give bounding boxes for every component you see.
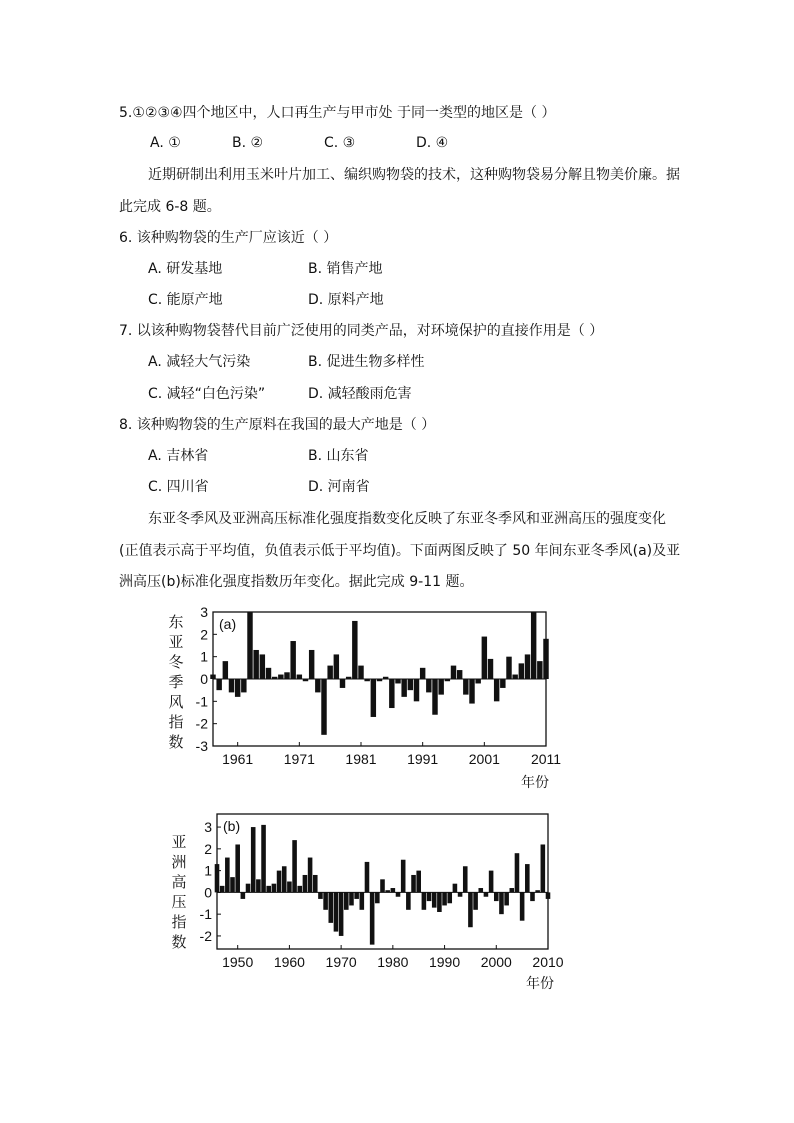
x-tick-label: 1961	[222, 751, 254, 767]
chart-b-ylabel: 亚洲高压指数	[171, 833, 187, 951]
bar	[488, 659, 493, 679]
x-tick-label: 1980	[377, 954, 409, 970]
bar	[458, 892, 463, 896]
x-tick-label: 1981	[345, 751, 377, 767]
bar	[510, 888, 515, 892]
bar	[339, 892, 344, 936]
bar	[297, 886, 302, 893]
bar	[401, 679, 406, 697]
y-tick-label: 1	[200, 648, 208, 665]
bar	[344, 892, 349, 909]
bar	[383, 677, 388, 679]
bar	[506, 657, 511, 679]
bar	[308, 858, 313, 893]
bar	[247, 612, 252, 679]
bar	[535, 890, 540, 892]
bar	[277, 871, 282, 893]
chart-b-xlabel: 年份	[526, 976, 554, 992]
bar	[220, 886, 225, 893]
bar	[251, 827, 256, 892]
chart-a-xlabel: 年份	[521, 775, 549, 791]
bar	[297, 675, 302, 679]
y-tick-label: -3	[195, 738, 208, 754]
q7-option-a: A. 减轻大气污染	[148, 354, 251, 370]
bar	[512, 675, 517, 679]
y-tick-label: 2	[204, 840, 212, 857]
bar	[438, 679, 443, 695]
bar	[375, 892, 380, 903]
q7-option-d: D. 减轻酸雨危害	[308, 386, 412, 402]
bar	[445, 679, 450, 681]
x-tick-label: 2000	[480, 954, 512, 970]
bar	[272, 884, 277, 893]
bar	[385, 890, 390, 892]
bar	[515, 853, 520, 892]
bar	[303, 679, 308, 681]
bar	[432, 892, 437, 907]
bar	[253, 650, 258, 679]
bar	[364, 679, 369, 681]
bar	[420, 668, 425, 679]
y-tick-label: -2	[199, 927, 212, 944]
bar	[346, 677, 351, 679]
q5-option-c: C. ③	[324, 135, 356, 151]
bar	[391, 888, 396, 892]
bar	[411, 875, 416, 892]
bar	[278, 675, 283, 679]
bar	[290, 641, 295, 679]
bar	[256, 879, 261, 892]
intro-paragraph-2-line-3: 洲高压(b)标准化强度指数历年变化。据此完成 9-11 题。	[119, 574, 474, 590]
bar	[309, 650, 314, 679]
q8-option-b: B. 山东省	[308, 448, 369, 464]
bar	[525, 864, 530, 892]
bar	[504, 892, 509, 905]
bar	[537, 661, 542, 679]
bar	[230, 877, 235, 892]
y-tick-label: -2	[195, 715, 208, 732]
bar	[401, 860, 406, 893]
bar	[531, 612, 536, 679]
bar	[541, 844, 546, 892]
bar	[389, 679, 394, 708]
q7-option-c: C. 减轻“白色污染”	[148, 386, 266, 402]
bar	[210, 675, 215, 679]
bar	[519, 663, 524, 679]
bar	[525, 654, 530, 679]
bar	[340, 679, 345, 688]
bar	[266, 886, 271, 893]
intro-paragraph-1-line-2: 此完成 6-8 题。	[119, 199, 221, 215]
q8-option-d: D. 河南省	[308, 479, 370, 495]
intro-paragraph-1-line-1: 近期研制出利用玉米叶片加工、编织购物袋的技术，这种购物袋易分解且物美价廉。据	[148, 167, 680, 183]
bar	[406, 892, 411, 909]
bar	[266, 668, 271, 679]
question-7-stem: 7. 以该种购物袋替代目前广泛使用的同类产品，对环境保护的直接作用是（ ）	[119, 323, 604, 339]
chart-a	[190, 600, 590, 790]
bar	[229, 679, 234, 692]
chart-b	[190, 805, 590, 995]
q6-option-b: B. 销售产地	[308, 261, 383, 277]
bar	[377, 679, 382, 681]
bar	[427, 892, 432, 901]
bar	[360, 892, 365, 909]
bar	[334, 892, 339, 931]
bar	[321, 679, 326, 735]
q5-option-a: A. ①	[150, 135, 181, 151]
question-6-stem: 6. 该种购物袋的生产厂应该近（ ）	[119, 230, 338, 246]
bar	[287, 882, 292, 893]
bar	[241, 679, 246, 692]
bar	[475, 679, 480, 683]
bar	[223, 661, 228, 679]
bar	[313, 875, 318, 892]
bar	[380, 879, 385, 892]
q5-option-b: B. ②	[232, 135, 264, 151]
bar	[520, 892, 525, 920]
q6-option-c: C. 能原产地	[148, 292, 223, 308]
x-tick-label: 1960	[273, 954, 305, 970]
x-tick-label: 1990	[428, 954, 461, 970]
bar	[318, 892, 323, 899]
bar	[478, 888, 483, 892]
bar	[215, 864, 220, 892]
bar	[260, 654, 265, 679]
bar	[395, 679, 400, 683]
bar	[489, 871, 494, 893]
x-tick-label: 1991	[407, 751, 439, 767]
bar	[352, 621, 357, 679]
panel-label: (b)	[223, 818, 241, 834]
x-tick-label: 1971	[283, 751, 315, 767]
bar	[371, 679, 376, 717]
bar	[282, 866, 287, 892]
bar	[328, 892, 333, 922]
bar	[432, 679, 437, 715]
bar	[261, 825, 266, 893]
bar	[499, 892, 504, 914]
bar	[482, 637, 487, 679]
y-tick-label: -1	[199, 906, 212, 923]
bar	[334, 654, 339, 679]
chart-a-ylabel: 东亚冬季风指数	[168, 613, 184, 751]
y-tick-label: 1	[204, 862, 212, 879]
question-5-stem: 5.①②③④四个地区中，人口再生产与甲市处 于同一类型的地区是（ ）	[119, 105, 556, 121]
bar	[426, 679, 431, 692]
bar	[292, 840, 297, 892]
x-tick-label: 2011	[530, 751, 562, 767]
bar	[473, 892, 478, 909]
bar	[225, 858, 230, 893]
bar	[408, 679, 413, 690]
bar	[447, 892, 452, 903]
panel-label: (a)	[219, 616, 237, 632]
x-tick-label: 2010	[532, 954, 564, 970]
bar	[235, 844, 240, 892]
bar	[463, 679, 468, 695]
bar	[457, 670, 462, 679]
bar	[494, 679, 499, 701]
y-tick-label: 2	[200, 626, 208, 643]
y-tick-label: -1	[195, 693, 208, 710]
bar	[354, 892, 359, 899]
bar	[543, 639, 548, 679]
bar	[315, 679, 320, 692]
x-tick-label: 1970	[325, 954, 357, 970]
bar	[546, 892, 551, 899]
x-tick-label: 1950	[222, 954, 254, 970]
q6-option-d: D. 原料产地	[308, 292, 384, 308]
bar	[451, 666, 456, 679]
q6-option-a: A. 研发基地	[148, 261, 223, 277]
bar	[437, 892, 442, 912]
bar	[323, 892, 328, 909]
bar	[349, 892, 354, 905]
q8-option-a: A. 吉林省	[148, 448, 209, 464]
bar	[463, 866, 468, 892]
bar	[422, 892, 427, 909]
bar	[468, 892, 473, 927]
question-8-stem: 8. 该种购物袋的生产原料在我国的最大产地是（ ）	[119, 417, 436, 433]
bar	[284, 672, 289, 679]
bar	[442, 892, 447, 905]
bar	[530, 892, 535, 901]
bar	[469, 679, 474, 704]
bar	[396, 892, 401, 896]
y-tick-label: 3	[204, 819, 212, 836]
y-tick-label: 0	[200, 671, 208, 687]
bar	[358, 666, 363, 679]
intro-paragraph-2-line-2: (正值表示高于平均值，负值表示低于平均值)。下面两图反映了 50 年间东亚冬季风(a)及亚	[119, 543, 681, 559]
bar	[500, 679, 505, 688]
q8-option-c: C. 四川省	[148, 479, 209, 495]
bar	[327, 666, 332, 679]
bar	[484, 892, 489, 896]
q7-option-b: B. 促进生物多样性	[308, 354, 425, 370]
bar	[241, 892, 246, 899]
y-tick-label: 0	[204, 884, 212, 901]
x-tick-label: 2001	[468, 751, 500, 767]
intro-paragraph-2-line-1: 东亚冬季风及亚洲高压标准化强度指数变化反映了东亚冬季风和亚洲高压的强度变化	[148, 511, 666, 527]
bar	[365, 862, 370, 892]
y-tick-label: 3	[200, 604, 208, 620]
bar	[414, 679, 419, 701]
bar	[494, 892, 499, 901]
bar	[303, 875, 308, 892]
bar	[370, 892, 375, 944]
bar	[246, 884, 251, 893]
bar	[453, 884, 458, 893]
bar	[272, 677, 277, 679]
bar	[416, 871, 421, 893]
bar	[216, 679, 221, 690]
q5-option-d: D. ④	[416, 135, 449, 151]
bar	[235, 679, 240, 697]
